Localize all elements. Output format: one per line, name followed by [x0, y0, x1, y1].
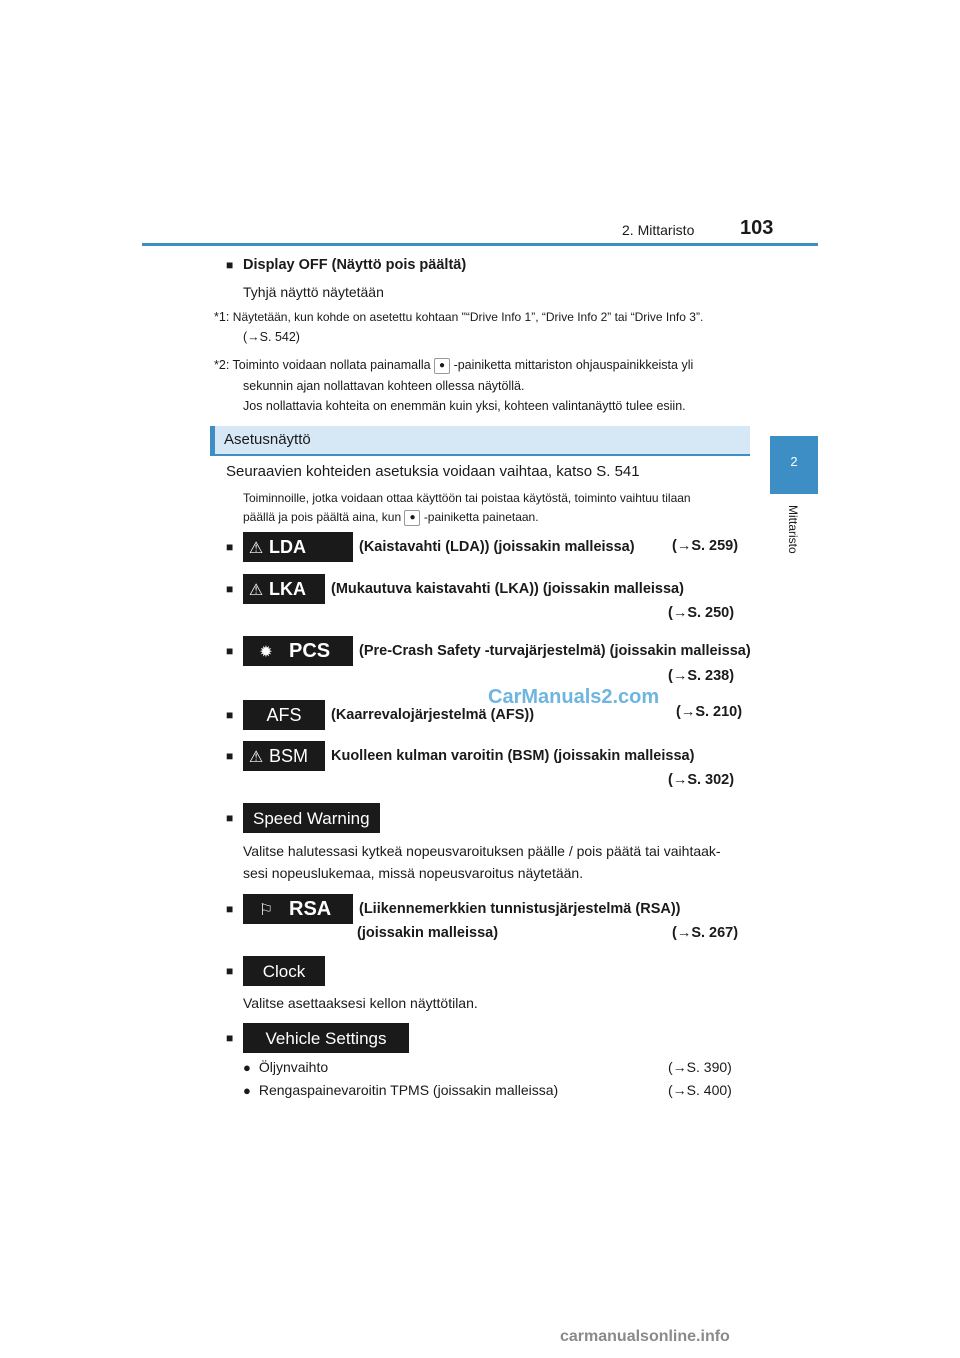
afs-ref: (→S. 210)	[676, 704, 743, 720]
square-bullet-icon: ■	[226, 708, 234, 722]
sub-item-tpms: ● Rengaspainevaroitin TPMS (joissakin malleissa)	[243, 1082, 559, 1098]
list-item-vehicle-settings	[226, 1023, 409, 1053]
blind-spot-icon: ⚠	[248, 749, 264, 766]
section-title: Asetusnäyttö	[224, 431, 311, 448]
bsm-badge: ⚠ BSM	[243, 741, 325, 771]
section-header	[210, 426, 750, 456]
speed-warning-text-a: Valitse halutessasi kytkeä nopeusvaroituksen päälle / pois päätä tai vaihtaak-	[243, 843, 721, 859]
vehicle-settings-badge: Vehicle Settings	[243, 1023, 409, 1053]
square-bullet-icon: ■	[226, 540, 234, 554]
afs-desc: (Kaarrevalojärjestelmä (AFS))	[331, 707, 535, 723]
circle-bullet-icon: ●	[243, 1060, 251, 1075]
square-bullet-icon: ■	[226, 582, 234, 596]
speed-warning-badge: Speed Warning	[243, 803, 380, 833]
lka-badge: ⚠ LKA	[243, 574, 325, 604]
pcs-desc: (Pre-Crash Safety -turvajärjestelmä) (joissakin malleissa)	[359, 643, 751, 659]
note-2: *2: Toiminto voidaan nollata painamalla ● -painiketta mittariston ohjauspainikkeista yli	[214, 358, 694, 372]
bsm-ref: (→S. 302)	[668, 772, 735, 788]
sub-item-oil: ● Öljynvaihto	[243, 1059, 329, 1075]
road-sign-icon: ⚐	[258, 902, 274, 919]
rsa-desc: (Liikennemerkkien tunnistusjärjestelmä (RSA))	[359, 901, 681, 917]
lda-desc: (Kaistavahti (LDA)) (joissakin malleissa)	[359, 539, 635, 555]
display-off-heading: ■ Display OFF (Näyttö pois päältä)	[226, 257, 467, 273]
bsm-desc: Kuolleen kulman varoitin (BSM) (joissakin malleissa)	[331, 748, 695, 764]
select-button-icon: ●	[434, 358, 450, 374]
lane-departure-icon: ⚠	[248, 540, 264, 557]
square-bullet-icon: ■	[226, 644, 234, 658]
list-item-lda	[226, 532, 635, 562]
square-bullet-icon: ■	[226, 964, 234, 978]
pcs-ref: (→S. 238)	[668, 668, 735, 684]
lda-ref: (→S. 259)	[672, 538, 739, 554]
section-intro: Seuraavien kohteiden asetuksia voidaan vaihtaa, katso S. 541	[226, 463, 640, 480]
afs-badge: AFS	[243, 700, 325, 730]
lka-ref: (→S. 250)	[668, 605, 735, 621]
note-1: *1: Näytetään, kun kohde on asetettu kohtaan "“Drive Info 1”, “Drive Info 2” tai “Drive Info 3”.	[214, 310, 704, 324]
page-number: 103	[740, 217, 774, 239]
pcs-badge: ✹ PCS	[243, 636, 353, 666]
rsa-ref: (→S. 267)	[672, 925, 739, 941]
lka-desc: (Mukautuva kaistavahti (LKA)) (joissakin malleissa)	[331, 581, 684, 597]
clock-badge: Clock	[243, 956, 325, 986]
lane-keep-icon: ⚠	[248, 582, 264, 599]
footer-watermark: carmanualsonline.info	[560, 1328, 730, 1345]
side-tab-label: Mittaristo	[786, 505, 800, 554]
section-detail-b: päällä ja pois päältä aina, kun ● -painiketta painetaan.	[243, 510, 539, 524]
note-1-ref: (→S. 542)	[243, 330, 300, 344]
list-item-bsm	[226, 741, 694, 771]
clock-text: Valitse asettaaksesi kellon näyttötilan.	[243, 995, 478, 1011]
list-item-speed-warning	[226, 803, 380, 833]
chapter-title: 2. Mittaristo	[622, 222, 695, 238]
square-bullet-icon: ■	[226, 1031, 234, 1045]
rsa-desc-2: (joissakin malleissa)	[357, 925, 499, 941]
square-bullet-icon: ■	[226, 749, 234, 763]
square-bullet-icon: ■	[226, 811, 234, 825]
sub-item-oil-ref: (→S. 390)	[668, 1059, 732, 1075]
header-rule	[142, 243, 818, 246]
list-item-rsa	[226, 894, 681, 924]
speed-warning-text-b: sesi nopeuslukemaa, missä nopeusvaroitus näytetään.	[243, 865, 584, 881]
circle-bullet-icon: ●	[243, 1083, 251, 1098]
section-detail-a: Toiminnoille, jotka voidaan ottaa käyttöön tai poistaa käytöstä, toiminto vaihtuu tilaan	[243, 491, 691, 505]
note-2-line2: sekunnin ajan nollattavan kohteen ollessa näytöllä.	[243, 379, 525, 393]
note-2-line3: Jos nollattavia kohteita on enemmän kuin yksi, kohteen valintanäyttö tulee esiin.	[243, 399, 686, 413]
pre-crash-icon: ✹	[259, 644, 273, 661]
select-button-icon: ●	[404, 510, 420, 526]
section-accent	[210, 426, 215, 454]
list-item-clock	[226, 956, 325, 986]
list-item-pcs	[226, 636, 751, 666]
list-item-lka	[226, 574, 684, 604]
square-bullet-icon: ■	[226, 902, 234, 916]
side-tab-number: 2	[770, 436, 818, 494]
rsa-badge: ⚐ RSA	[243, 894, 353, 924]
display-off-text: Tyhjä näyttö näytetään	[243, 284, 384, 300]
lda-badge: ⚠ LDA	[243, 532, 353, 562]
sub-item-tpms-ref: (→S. 400)	[668, 1082, 732, 1098]
watermark: CarManuals2.com	[488, 686, 660, 708]
square-bullet-icon: ■	[226, 258, 234, 272]
